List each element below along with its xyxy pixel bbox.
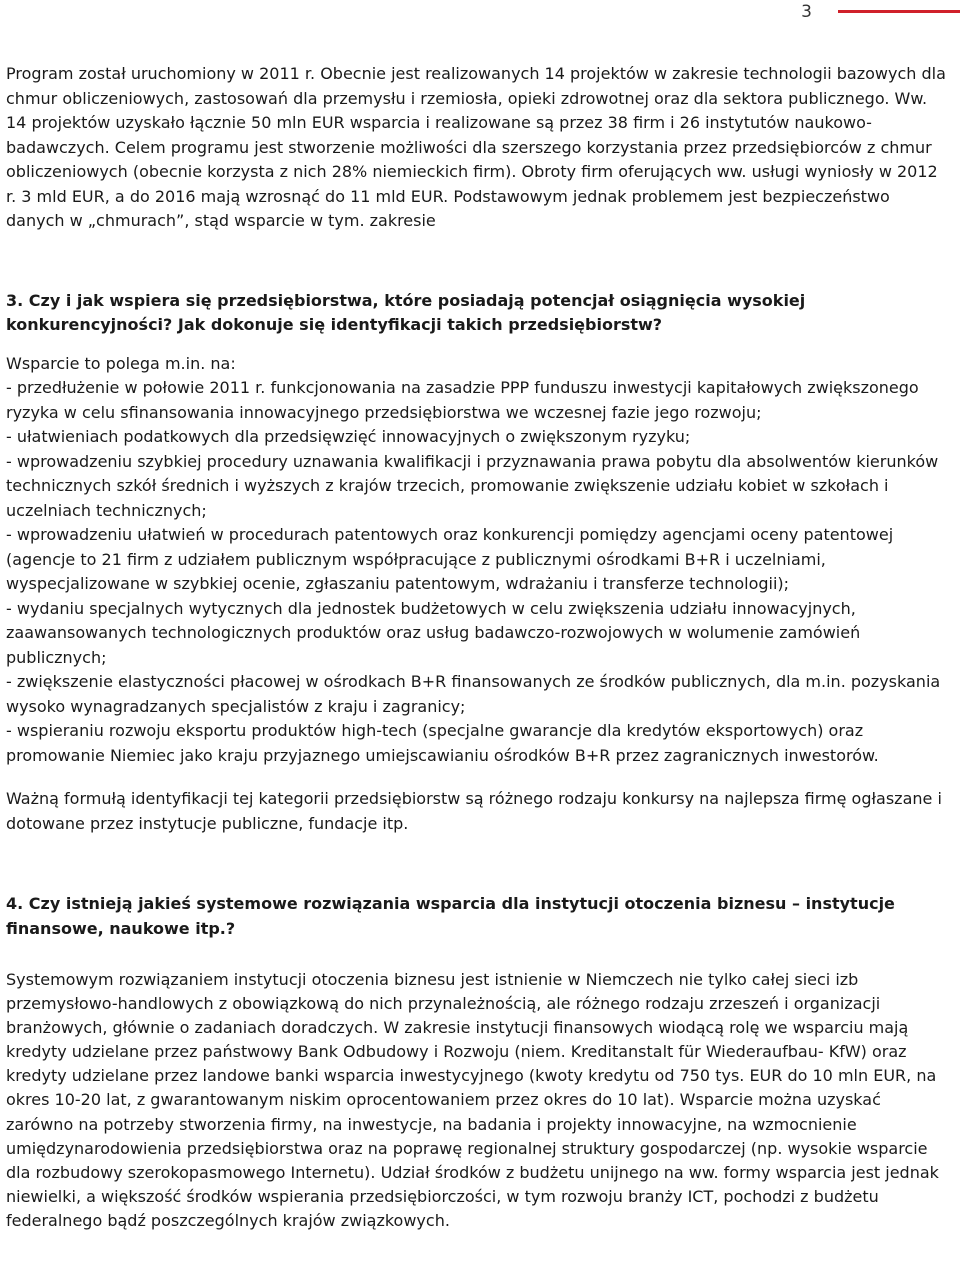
list-item: - przedłużenie w połowie 2011 r. funkcjonowania na zasadzie PPP funduszu inwestycji kapitałowych zwiększonego ryzyka w celu sfinansowania innowacyjnego przedsiębiorstwa we wczesnej fazie jego rozwoju; bbox=[6, 378, 919, 422]
question-3-heading: 3. Czy i jak wspiera się przedsiębiorstwa, które posiadają potencjał osiągnięcia wysokiej konkurencyjności? Jak dokonuje się identyfikacji takich przedsiębiorstw? bbox=[6, 290, 806, 334]
page-number: 3 bbox=[801, 2, 812, 22]
question-4-heading: 4. Czy istnieją jakieś systemowe rozwiązania wsparcia dla instytucji otoczenia biznesu – instytucje finansowe, naukowe itp.? bbox=[6, 894, 895, 938]
list-item: - wydaniu specjalnych wytycznych dla jednostek budżetowych w celu zwiększenia udziału innowacyjnych, zaawansowanych technologicznych produktów oraz usług badawczo-rozwojowych w wolumenie zamówień publicznych; bbox=[6, 598, 861, 667]
list-item: - wspieraniu rozwoju eksportu produktów high-tech (specjalne gwarancje dla kredytów eksportowych) oraz promowanie Niemiec jako kraju przyjaznego umiejscawianiu ośrodków B+R przez zagranicznych inwestorów. bbox=[6, 721, 879, 765]
support-intro: Wsparcie to polega m.in. na: bbox=[6, 353, 236, 373]
list-item: - ułatwieniach podatkowych dla przedsięwzięć innowacyjnych o zwiększonym ryzyku; bbox=[6, 427, 691, 446]
header-accent-bar bbox=[838, 10, 960, 13]
paragraph-program: Program został uruchomiony w 2011 r. Obecnie jest realizowanych 14 projektów w zakresie technologii bazowych dla chmur obliczeniowych, zastosowań dla przemysłu i rzemiosła, opieki zdrowotnej oraz dla sektora publicznego. Ww. 14 projektów uzyskało łącznie 50 mln EUR wsparcia i realizowane są przez 38 firm i 26 instytutów naukowo-badawczych. Celem programu jest stworzenie możliwości dla szerszego korzystania przez przedsiębiorców z chmur obliczeniowych (obecnie korzysta z nich 28% niemieckich firm). Obroty firm oferujących ww. usługi wyniosły w 2012 r. 3 mld EUR, a do 2016 mają wzrosnąć do 11 mld EUR. Podstawowym jednak problemem jest bezpieczeństwo danych w „chmurach”, stąd wsparcie w tym. zakresie bbox=[6, 64, 946, 230]
identification-paragraph: Ważną formułą identyfikacji tej kategorii przedsiębiorstw są różnego rodzaju konkursy na najlepsza firmę ogłaszane i dotowane przez instytucje publiczne, fundacje itp. bbox=[6, 789, 942, 833]
list-item: - zwiększenie elastyczności płacowej w ośrodkach B+R finansowanych ze środków publicznych, dla m.in. pozyskania wysoko wynagradzanych specjalistów z kraju i zagranicy; bbox=[6, 672, 941, 716]
support-list bbox=[6, 376, 952, 768]
list-item: - wprowadzeniu ułatwień w procedurach patentowych oraz konkurencji pomiędzy agencjami oceny patentowej (agencje to 21 firm z udziałem publicznym współpracujące z publicznymi ośrodkami B+R i uczelniami, wyspecjalizowane w szybkiej ocenie, zgłaszaniu patentowym, wdrażaniu i transferze technologii); bbox=[6, 525, 894, 593]
list-item: - wprowadzeniu szybkiej procedury uznawania kwalifikacji i przyznawania prawa pobytu dla absolwentów kierunków technicznych szkół średnich i wyższych z krajów trzecich, promowanie zwiększenie udziału kobiet w szkołach i uczelniach technicznych; bbox=[6, 451, 939, 520]
paragraph-institutions: Systemowym rozwiązaniem instytucji otoczenia biznesu jest istnienie w Niemczech nie tylko całej sieci izb przemysłowo-handlowych z obowiązkową do nich przynależnością, ale różnego rodzaju zrzeszeń i organizacji branżowych, głównie o zadaniach doradczych. W zakresie instytucji finansowych wiodącą rolę we wsparciu mają kredyty udzielane przez państwowy Bank Odbudowy i Rozwoju (niem. Kreditanstalt für Wiederaufbau- KfW) oraz kredyty udzielane przez landowe banki wsparcia inwestycyjnego (kwoty kredytu od 750 tys. EUR do 10 mln EUR, na okres 10-20 lat, z gwarantowanym niskim oprocentowaniem przez okres do 10 lat). Wsparcie można uzyskać zarówno na potrzeby stworzenia firmy, na inwestycje, na badania i projekty innowacyjne, na wzmocnienie umiędzynarodowienia przedsiębiorstwa oraz na poprawę regionalnej struktury gospodarczej (np. wysokie wsparcie dla rozbudowy szerokopasmowego Internetu). Udział środków z budżetu unijnego na ww. formy wsparcia jest jednak niewielki, a większość środków wspierania przedsiębiorczości, w tym rozwoju branży ICT, pochodzi z budżetu federalnego bądź poszczególnych krajów związkowych. bbox=[6, 970, 939, 1230]
document-body bbox=[6, 62, 952, 1233]
